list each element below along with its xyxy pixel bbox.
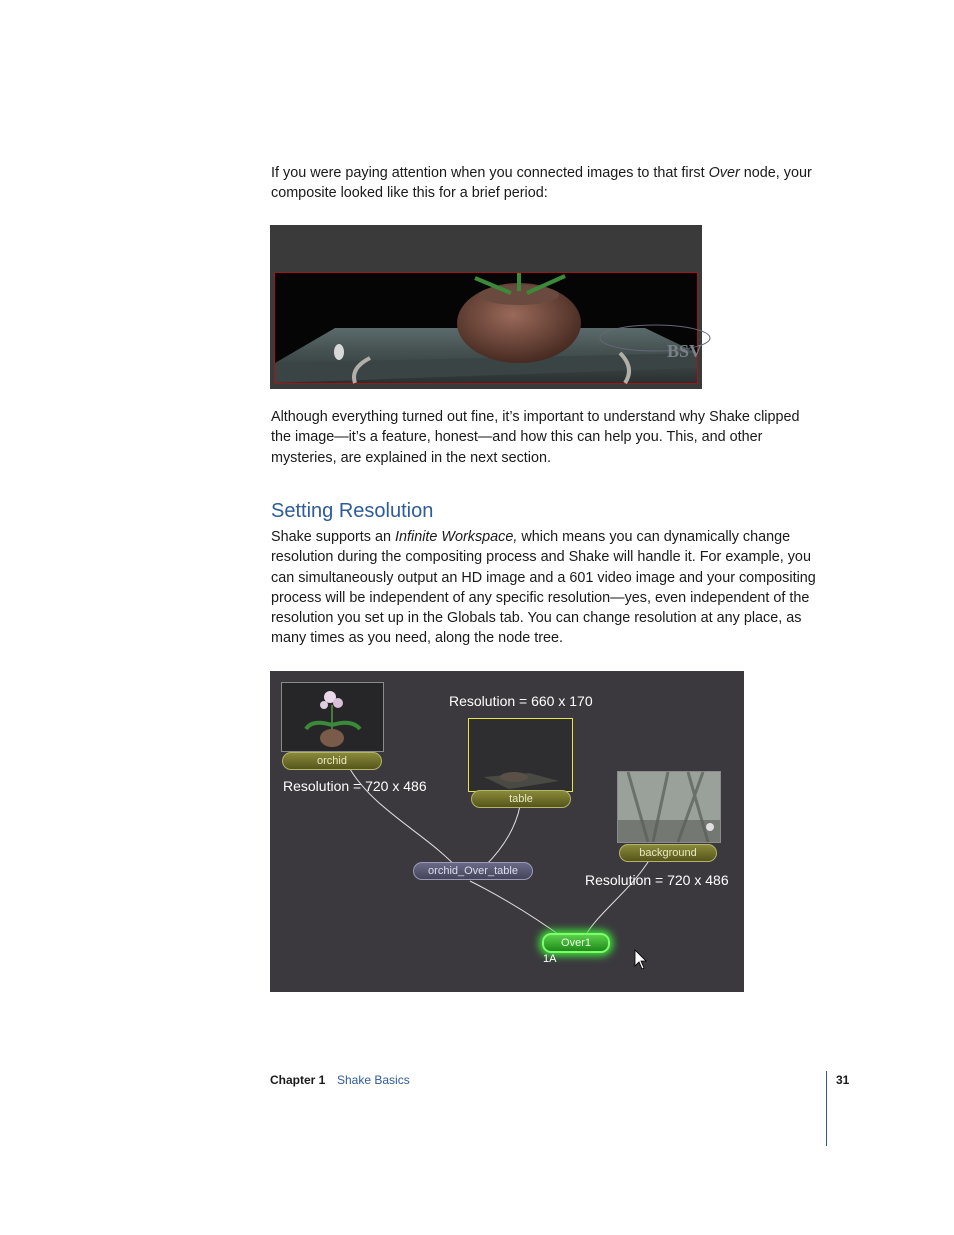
resolution-paragraph: Shake supports an Infinite Workspace, which means you can dynamically change resolution during the compositing process and Shake will handle it. For example, you can simultaneously output an HD image and a 601 video image and your compositing process will be independent of any specific resolution—yes, even independent of the resolution you set up in the Globals tab. You can change resolution at any place, as many times as you need, along the node tree.	[271, 529, 816, 647]
footer-chapter-name[interactable]: Shake Basics	[337, 1073, 410, 1087]
orchid-over-table-node[interactable]: orchid_Over_table	[413, 862, 533, 880]
resolution-label-right: Resolution = 720 x 486	[585, 872, 729, 888]
table-thumbnail[interactable]	[468, 718, 573, 792]
node-tree-figure	[270, 671, 744, 992]
over1-node[interactable]: Over1	[542, 933, 610, 953]
background-node[interactable]: background	[619, 844, 717, 862]
footer-divider	[826, 1071, 827, 1146]
table-node[interactable]: table	[471, 790, 571, 808]
over1-tag: 1A	[543, 953, 557, 965]
orchid-thumbnail[interactable]	[281, 682, 384, 752]
page-number: 31	[836, 1073, 850, 1087]
clipped-composite-figure	[270, 225, 702, 389]
intro-paragraph: If you were paying attention when you connected images to that first Over node, your composite looked like this for a brief period:	[271, 165, 812, 202]
resolution-label-top: Resolution = 660 x 170	[449, 693, 593, 709]
orchid-node[interactable]: orchid	[282, 752, 382, 770]
section-title: Setting Resolution	[271, 500, 434, 522]
background-thumbnail[interactable]	[617, 771, 721, 843]
clipped-viewer-frame	[274, 272, 703, 384]
resolution-label-left: Resolution = 720 x 486	[283, 778, 427, 794]
table-pot-image	[275, 273, 703, 383]
bsv-watermark: BSV	[667, 341, 703, 361]
footer-chapter: Chapter 1	[270, 1073, 326, 1087]
explanation-paragraph: Although everything turned out fine, it’s important to understand why Shake clipped the image—it’s a feature, honest—and how this can help you. This, and other mysteries, are explained in the next section.	[271, 409, 800, 466]
